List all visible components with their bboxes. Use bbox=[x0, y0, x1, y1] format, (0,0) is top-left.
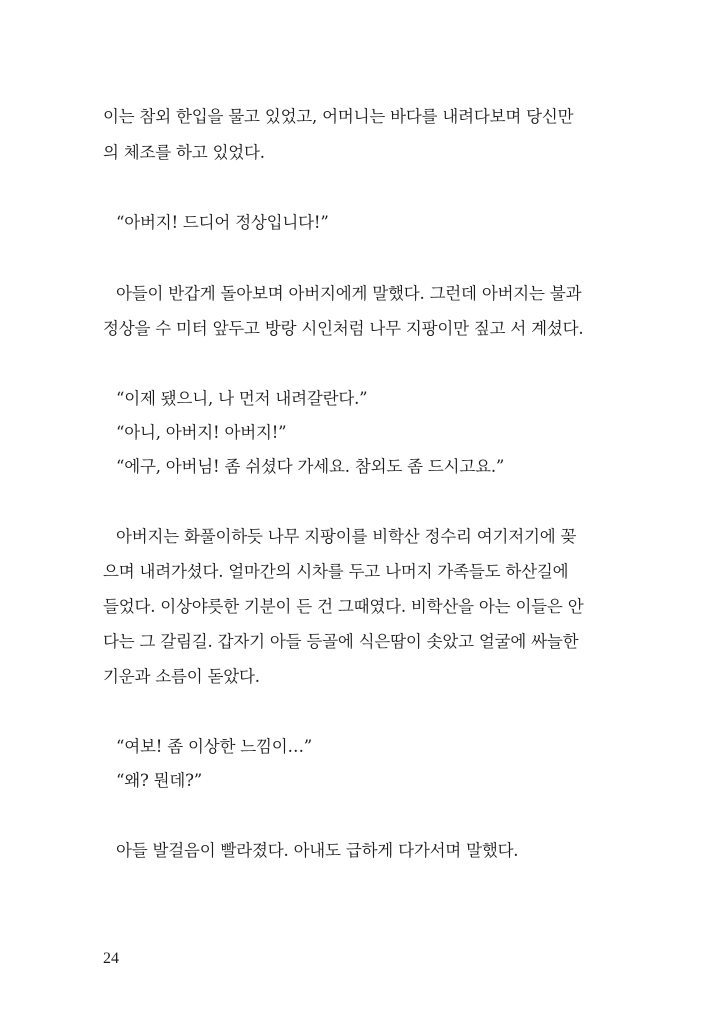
dialogue-line: “아버지! 드디어 정상입니다!” bbox=[116, 213, 329, 232]
text-line: 정상을 수 미터 앞두고 방랑 시인처럼 나무 지팡이만 짚고 서 계셨다. bbox=[103, 319, 584, 338]
text-line: 기운과 소름이 돋았다. bbox=[103, 667, 260, 686]
text-line: 이는 참외 한입을 물고 있었고, 어머니는 바다를 내려다보며 당신만 bbox=[103, 107, 574, 126]
dialogue-line: “에구, 아버님! 좀 쉬셨다 가세요. 참외도 좀 드시고요.” bbox=[116, 457, 505, 476]
text-line: 의 체조를 하고 있었다. bbox=[103, 143, 265, 162]
dialogue-line: “왜? 뭔데?” bbox=[116, 771, 203, 790]
page-number: 24 bbox=[103, 950, 119, 967]
text-line: 아들 발걸음이 빨라졌다. 아내도 급하게 다가서며 말했다. bbox=[116, 841, 519, 860]
dialogue-line: “이제 됐으니, 나 먼저 내려갈란다.” bbox=[116, 389, 368, 408]
text-line: 아들이 반갑게 돌아보며 아버지에게 말했다. 그런데 아버지는 불과 bbox=[116, 284, 582, 303]
text-line: 다는 그 갈림길. 갑자기 아들 등골에 식은땀이 솟았고 얼굴에 싸늘한 bbox=[103, 632, 579, 651]
text-line: 으며 내려가셨다. 얼마간의 시차를 두고 나머지 가족들도 하산길에 bbox=[103, 562, 569, 581]
dialogue-line: “아니, 아버지! 아버지!” bbox=[116, 423, 287, 442]
dialogue-line: “여보! 좀 이상한 느낌이…” bbox=[116, 737, 312, 756]
text-line: 아버지는 화풀이하듯 나무 지팡이를 비학산 정수리 여기저기에 꽂 bbox=[116, 527, 577, 546]
text-line: 들었다. 이상야릇한 기분이 든 건 그때였다. 비학산을 아는 이들은 안 bbox=[103, 597, 584, 616]
